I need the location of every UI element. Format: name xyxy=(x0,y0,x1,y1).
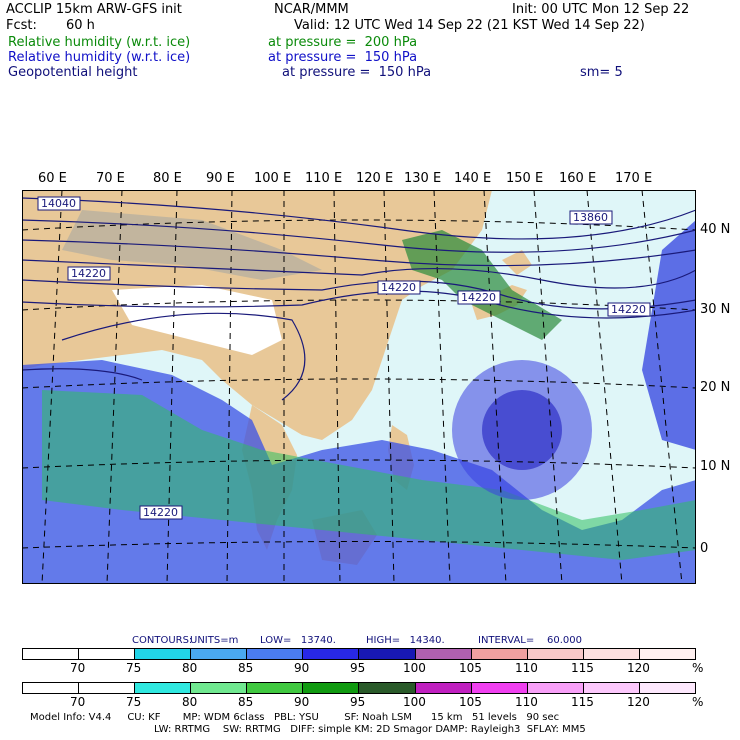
colorbar-swatch xyxy=(135,683,191,693)
map-panel xyxy=(22,190,696,584)
lat-label: 10 N xyxy=(700,459,731,474)
colorbar-swatch xyxy=(528,649,584,659)
contour-label: 14220 xyxy=(381,281,416,294)
colorbar-rh-200 xyxy=(22,682,696,694)
tick-label: 80 xyxy=(182,661,198,675)
colorbar-swatch xyxy=(191,649,247,659)
tick-label: 110 xyxy=(515,695,538,709)
center-label: NCAR/MMM xyxy=(274,2,349,17)
tick-label: 115 xyxy=(571,661,594,675)
lon-label: 140 E xyxy=(454,171,492,186)
tick-label: 85 xyxy=(238,661,254,675)
model-info-line2: LW: RRTMG SW: RRTMG DIFF: simple KM: 2D Smagor DAMP: Rayleigh3 SFLAY: MM5 xyxy=(154,724,586,735)
colorbar-swatch xyxy=(79,683,135,693)
colorbar-swatch xyxy=(416,683,472,693)
field1-name: Relative humidity (w.r.t. ice) xyxy=(8,35,191,50)
colorbar-swatch xyxy=(191,683,247,693)
contour-label: 14220 xyxy=(71,267,106,280)
colorbar-swatch xyxy=(303,683,359,693)
contours-interval: INTERVAL= 60.000 xyxy=(478,635,582,646)
colorbar-swatch xyxy=(472,649,528,659)
lon-label: 160 E xyxy=(559,171,597,186)
colorbar-swatch xyxy=(584,683,640,693)
lat-label: 30 N xyxy=(700,302,731,317)
tick-label: 120 xyxy=(627,695,650,709)
lon-label: 70 E xyxy=(96,171,125,186)
tick-label: 70 xyxy=(70,695,86,709)
contour-label: 14040 xyxy=(41,197,76,210)
contour-label: 14220 xyxy=(611,303,646,316)
colorbar-swatch xyxy=(472,683,528,693)
colorbar-swatch xyxy=(247,649,303,659)
lat-label: 20 N xyxy=(700,380,731,395)
tick-label: 75 xyxy=(126,695,142,709)
colorbar-swatch xyxy=(23,683,79,693)
colorbar-swatch xyxy=(247,683,303,693)
colorbar-swatch xyxy=(584,649,640,659)
lat-label: 40 N xyxy=(700,222,731,237)
colorbar1-ticks xyxy=(22,661,712,675)
colorbar-swatch xyxy=(359,683,415,693)
lon-label: 130 E xyxy=(404,171,442,186)
valid-time: Valid: 12 UTC Wed 14 Sep 22 (21 KST Wed 14 Sep 22) xyxy=(294,18,645,33)
init-time: Init: 00 UTC Mon 12 Sep 22 xyxy=(512,2,690,17)
colorbar-swatch xyxy=(528,683,584,693)
tick-label: 100 xyxy=(403,695,426,709)
contours-high: HIGH= 14340. xyxy=(366,635,445,646)
contours-units: UNITS=m xyxy=(190,635,239,646)
tick-label: 100 xyxy=(403,661,426,675)
tick-label: 75 xyxy=(126,661,142,675)
colorbar-swatch xyxy=(303,649,359,659)
colorbar-swatch xyxy=(135,649,191,659)
lon-label: 110 E xyxy=(305,171,343,186)
tick-label: 120 xyxy=(627,661,650,675)
colorbar-swatch xyxy=(359,649,415,659)
unit-label: % xyxy=(692,695,704,709)
contour-label: 13860 xyxy=(573,211,608,224)
colorbar-swatch xyxy=(640,683,695,693)
typhoon-core xyxy=(482,390,562,470)
lon-label: 170 E xyxy=(615,171,653,186)
model-title: ACCLIP 15km ARW-GFS init xyxy=(6,2,182,17)
field3-name: Geopotential height xyxy=(8,65,138,80)
field1-level: at pressure = 200 hPa xyxy=(268,35,418,50)
colorbar2-ticks xyxy=(22,695,712,709)
field2-name: Relative humidity (w.r.t. ice) xyxy=(8,50,191,65)
lon-label: 120 E xyxy=(356,171,394,186)
field3-level: at pressure = 150 hPa xyxy=(282,65,432,80)
tick-label: 80 xyxy=(182,695,198,709)
contour-label: 14220 xyxy=(143,506,178,519)
fcst-label: Fcst: xyxy=(6,18,37,33)
colorbar-rh-150 xyxy=(22,648,696,660)
smoothing-label: sm= 5 xyxy=(580,65,623,80)
fcst-value: 60 h xyxy=(66,18,95,33)
lon-label: 60 E xyxy=(38,171,67,186)
tick-label: 105 xyxy=(459,695,482,709)
colorbar-swatch xyxy=(23,649,79,659)
colorbar-swatch xyxy=(640,649,695,659)
lon-label: 100 E xyxy=(254,171,292,186)
model-info-line1: Model Info: V4.4 CU: KF MP: WDM 6class PBL: YSU SF: Noah LSM 15 km 51 levels 90 sec xyxy=(30,712,560,723)
tick-label: 85 xyxy=(238,695,254,709)
colorbar-swatch xyxy=(416,649,472,659)
tick-label: 70 xyxy=(70,661,86,675)
field2-level: at pressure = 150 hPa xyxy=(268,50,418,65)
tick-label: 115 xyxy=(571,695,594,709)
lon-label: 80 E xyxy=(153,171,182,186)
tick-label: 95 xyxy=(350,695,366,709)
lat-label: 0 xyxy=(700,541,709,556)
tick-label: 90 xyxy=(294,695,310,709)
tick-label: 105 xyxy=(459,661,482,675)
contour-label: 14220 xyxy=(461,291,496,304)
lon-label: 150 E xyxy=(506,171,544,186)
tick-label: 110 xyxy=(515,661,538,675)
contours-low: LOW= 13740. xyxy=(260,635,336,646)
lon-label: 90 E xyxy=(206,171,235,186)
colorbar-swatch xyxy=(79,649,135,659)
contours-prefix: CONTOURS: xyxy=(132,635,193,646)
unit-label: % xyxy=(692,661,704,675)
tick-label: 90 xyxy=(294,661,310,675)
tick-label: 95 xyxy=(350,661,366,675)
